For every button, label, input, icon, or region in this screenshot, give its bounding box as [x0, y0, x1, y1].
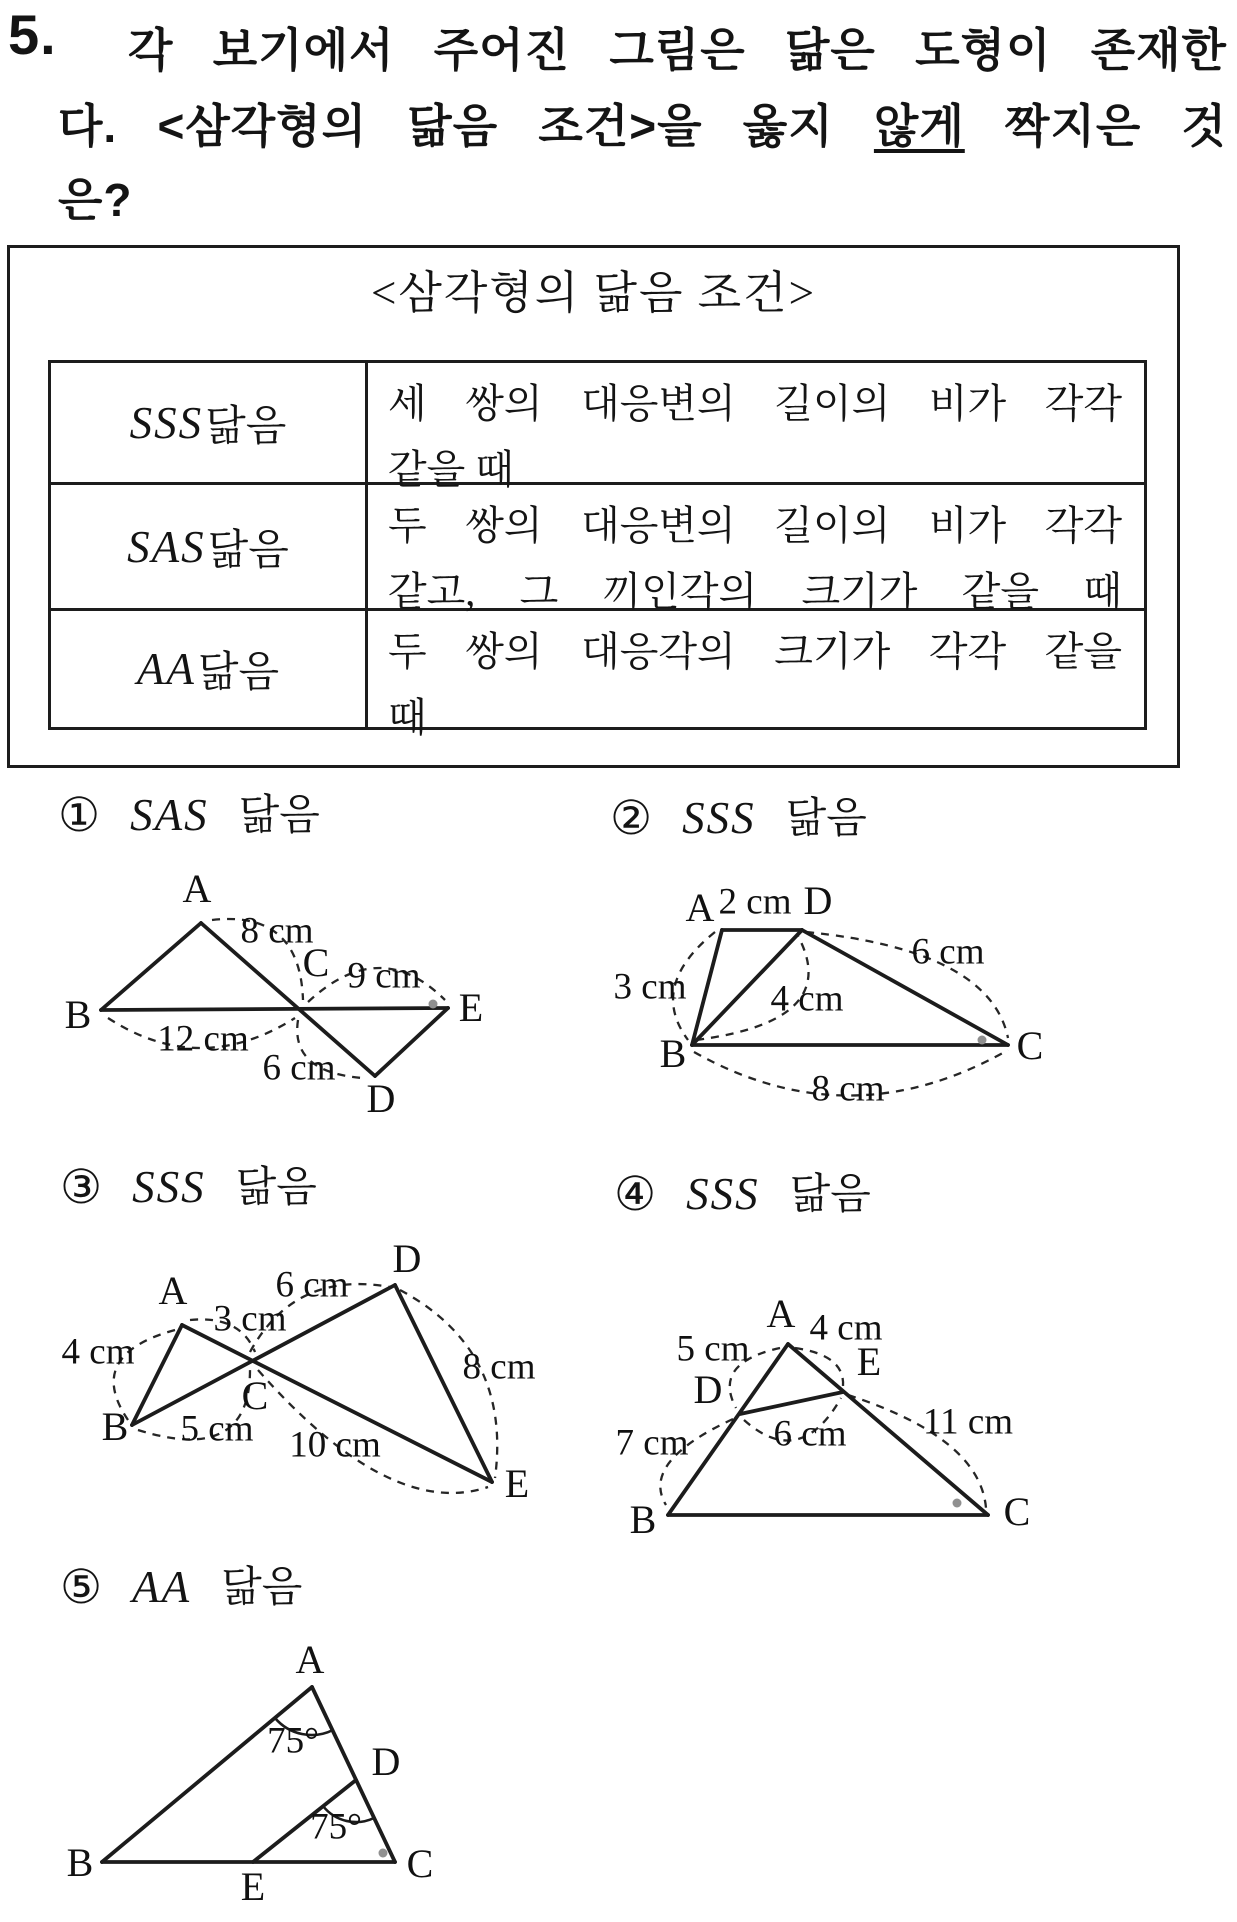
measure-label: 11 cm: [922, 1401, 1014, 1443]
angle-dot: [429, 1000, 438, 1009]
conditions-table: [48, 360, 1147, 740]
choice-4-latin: SSS: [686, 1169, 760, 1219]
choice-3-latin: SSS: [132, 1162, 206, 1212]
vertex-label: C: [406, 1841, 434, 1887]
desc-line: 같을 때: [388, 447, 514, 492]
vertex-label: A: [295, 1637, 325, 1683]
measure-label: 3 cm: [213, 1298, 287, 1340]
measure-label: 7 cm: [615, 1422, 689, 1464]
measure-label: 6 cm: [262, 1047, 336, 1089]
desc-cell-aa: [368, 611, 1144, 740]
choice-5-number: ⑤: [60, 1560, 103, 1615]
measure-label: 4 cm: [770, 978, 844, 1020]
choice-2-label: [610, 791, 867, 846]
measure-label: 12 cm: [157, 1018, 249, 1060]
vertex-label: D: [693, 1367, 723, 1413]
vertex-label: B: [64, 992, 92, 1038]
vertex-label: E: [856, 1339, 882, 1385]
measure-label: 9 cm: [347, 955, 421, 997]
term-latin: AA: [136, 644, 196, 694]
desc-cell-sas: [368, 485, 1144, 614]
question-line-3: 은?: [58, 174, 133, 226]
measure-label: 6 cm: [773, 1413, 847, 1455]
choice-1-korean: 닮음: [238, 792, 320, 839]
edge-line: [101, 1008, 448, 1010]
measure-label: 2 cm: [718, 881, 792, 923]
angle-dot: [953, 1499, 962, 1508]
table-row-aa: [51, 611, 1144, 740]
term-latin: SAS: [127, 521, 206, 572]
desc-line: 세 쌍의 대응변의 길이의 비가 각각: [388, 381, 1122, 426]
choice-4-number: ④: [614, 1167, 657, 1222]
measure-label: 4 cm: [61, 1331, 135, 1373]
diagram-choice-2: [610, 878, 1050, 1118]
choice-1-number: ①: [58, 788, 101, 843]
vertex-label: D: [366, 1076, 396, 1122]
question-line-1: 각 보기에서 주어진 그림은 닮은 도형이 존재한: [128, 24, 1227, 76]
diagram-choice-5: [42, 1637, 498, 1918]
measure-label: 8 cm: [240, 910, 314, 952]
choice-2-number: ②: [610, 791, 653, 846]
vertex-label: B: [659, 1031, 687, 1077]
desc-line: 두 쌍의 대응변의 길이의 비가 각각: [388, 503, 1122, 548]
choice-2-korean: 닮음: [785, 795, 867, 842]
desc-line: 같고, 그 끼인각의 크기가 같을 때: [388, 569, 1122, 614]
underlined-phrase: 않게: [873, 100, 965, 152]
vertex-label: D: [803, 878, 833, 924]
vertex-label: B: [66, 1840, 94, 1886]
term-cell-sss: [51, 363, 368, 482]
measure-label: 75°: [310, 1806, 362, 1848]
measure-label: 10 cm: [289, 1424, 381, 1466]
vertex-label: D: [392, 1236, 422, 1282]
vertex-label: A: [182, 866, 212, 912]
diagram-choice-4: [610, 1291, 1058, 1546]
vertex-label: B: [629, 1497, 657, 1543]
measure-label: 6 cm: [911, 931, 985, 973]
edge-line: [740, 1392, 843, 1414]
table-row-sss: [51, 363, 1144, 492]
diagram-choice-3: [55, 1236, 545, 1526]
diagram-choice-1: [40, 856, 518, 1128]
measure-label: 4 cm: [809, 1307, 883, 1349]
vertex-label: E: [504, 1461, 530, 1507]
term-korean: 닮음: [207, 527, 289, 574]
desc-line: 때: [388, 695, 427, 740]
edge-line: [102, 1687, 312, 1862]
measure-label: 5 cm: [180, 1408, 254, 1450]
choice-4-korean: 닮음: [789, 1171, 871, 1218]
edge-line: [101, 923, 201, 1010]
angle-dot: [978, 1036, 987, 1045]
vertex-label: C: [1016, 1023, 1044, 1069]
choice-4-label: [614, 1167, 871, 1222]
choice-3-number: ③: [60, 1160, 103, 1215]
measure-label: 75°: [267, 1720, 319, 1762]
edge-line: [375, 1008, 448, 1076]
desc-cell-sss: [368, 363, 1144, 492]
term-latin: SSS: [129, 397, 204, 448]
question-line-2-post: 짝지은 것: [964, 100, 1227, 152]
vertex-label: A: [685, 885, 715, 931]
measure-label: 8 cm: [462, 1346, 536, 1388]
measure-label: 6 cm: [275, 1264, 349, 1306]
vertex-label: A: [158, 1268, 188, 1314]
choice-5-label: [60, 1560, 303, 1615]
choice-2-latin: SSS: [682, 793, 756, 843]
choice-3-korean: 닮음: [235, 1164, 317, 1211]
vertex-label: C: [241, 1373, 269, 1419]
vertex-label: A: [766, 1291, 796, 1337]
desc-line: 두 쌍의 대응각의 크기가 각각 같을: [388, 629, 1122, 674]
measure-label: 5 cm: [676, 1328, 750, 1370]
vertex-label: C: [302, 940, 330, 986]
measure-label: 3 cm: [613, 966, 687, 1008]
vertex-label: E: [458, 985, 484, 1031]
term-korean: 닮음: [205, 403, 287, 450]
term-cell-aa: [51, 611, 368, 727]
measure-label: 8 cm: [811, 1068, 885, 1110]
question-line-2-pre: 다. <삼각형의 닮음 조건>을 옳지: [58, 100, 874, 152]
vertex-label: D: [371, 1739, 401, 1785]
question-line-2: [58, 90, 1227, 156]
choice-5-latin: AA: [132, 1562, 192, 1612]
choice-3-label: [60, 1160, 317, 1215]
term-cell-sas: [51, 485, 368, 608]
vertex-label: B: [101, 1404, 129, 1450]
conditions-title: <삼각형의 닮음 조건>: [370, 268, 817, 318]
choice-1-latin: SAS: [130, 790, 209, 840]
vertex-label: C: [1003, 1489, 1031, 1535]
choice-5-korean: 닮음: [221, 1564, 303, 1611]
question-number: 5.: [8, 3, 57, 66]
term-korean: 닮음: [197, 650, 280, 696]
vertex-label: E: [240, 1864, 266, 1910]
angle-dot: [379, 1849, 388, 1858]
table-row-sas: [51, 485, 1144, 614]
choice-1-label: [58, 788, 320, 843]
